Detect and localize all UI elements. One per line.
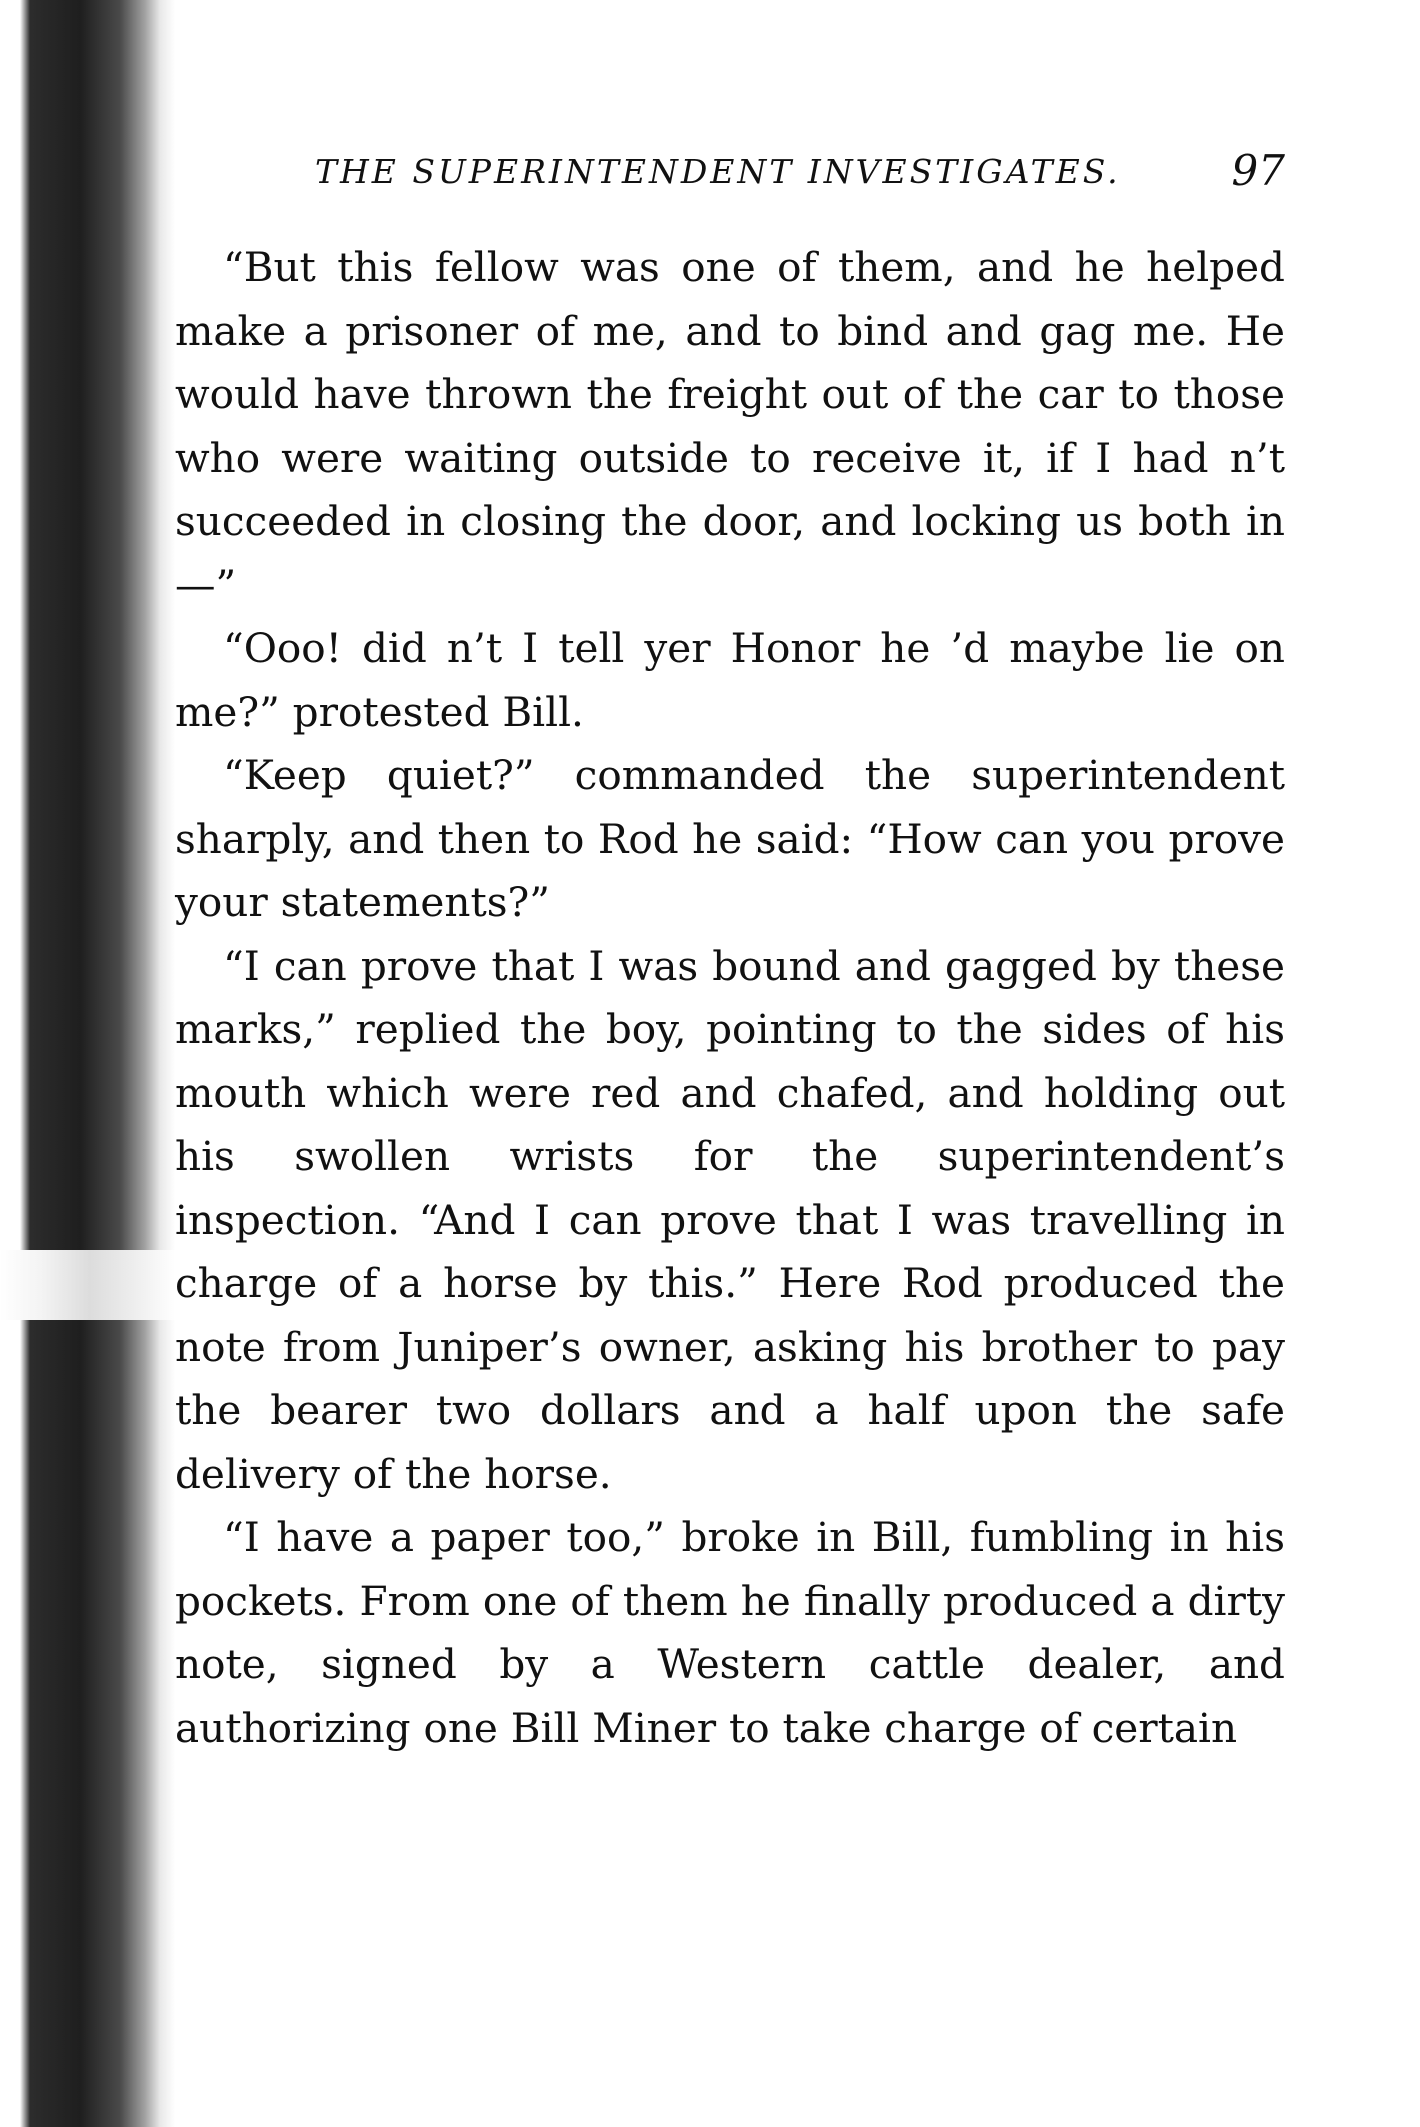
- paragraph: “But this fellow was one of them, and he helped make a prisoner of me, and to bind and gag me. He would have thrown the freight out of the car to those who were waiting outside to receive it, if I had n’t succeeded in closing the door, and locking us both in—”: [175, 243, 1285, 609]
- body-text: [175, 236, 1285, 1760]
- running-title: THE SUPERINTENDENT INVESTIGATES.: [315, 152, 1121, 191]
- paragraph: “I have a paper too,” broke in Bill, fumbling in his pockets. From one of them he finally produced a dirty note, signed by a Western cattle dealer, and authorizing one Bill Miner to take charge of certain: [175, 1513, 1285, 1752]
- binding-edge-shadow: [0, 0, 175, 2127]
- running-head: [175, 146, 1285, 212]
- binding-edge-gap: [0, 1250, 175, 1320]
- paragraph: “I can prove that I was bound and gagged by these marks,” replied the boy, pointing to the sides of his mouth which were red and chafed, and holding out his swollen wrists for the superintendent’s inspection. “And I can prove that I was travelling in charge of a horse by this.” Here Rod produced the note from Juniper’s owner, asking his brother to pay the bearer two dollars and a half upon the safe delivery of the horse.: [175, 941, 1285, 1498]
- page-number: 97: [1231, 146, 1285, 195]
- paragraph: “Keep quiet?” commanded the superintendent sharply, and then to Rod he said: “How can you prove your statements?”: [175, 751, 1285, 926]
- paragraph: “Ooo! did n’t I tell yer Honor he ’d maybe lie on me?” protested Bill.: [175, 624, 1285, 736]
